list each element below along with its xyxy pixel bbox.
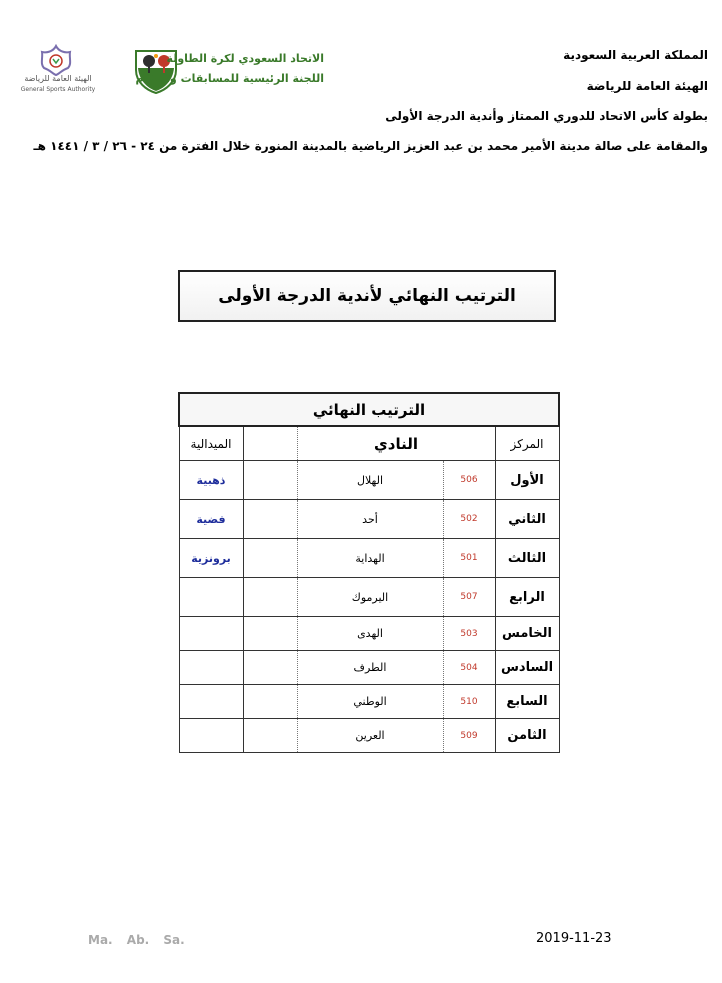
footer-signatures: Ma. Ab. Sa. xyxy=(88,933,185,947)
medal-column-header: الميدالية xyxy=(179,426,243,461)
medal-cell xyxy=(179,617,243,651)
empty-cell xyxy=(243,578,297,617)
federation-logo xyxy=(134,48,324,94)
club-code-cell: 510 xyxy=(443,685,495,719)
club-cell: العرين xyxy=(297,719,443,753)
table-row xyxy=(179,617,559,651)
empty-cell xyxy=(243,539,297,578)
club-code-cell: 504 xyxy=(443,651,495,685)
header-authority: الهيئة العامة للرياضة xyxy=(586,79,708,93)
header-venue: والمقامة على صالة مدينة الأمير محمد بن عبد العزيز الرياضية بالمدينة المنورة خلال الفترة من ٢٤ - ٢٦ / ٣ / ١٤٤١ هـ xyxy=(33,139,708,153)
table-row xyxy=(179,651,559,685)
rank-cell: الخامس xyxy=(495,617,559,651)
club-code-cell: 502 xyxy=(443,500,495,539)
title-box xyxy=(178,270,556,322)
table-row xyxy=(179,500,559,539)
rank-cell: الثالث xyxy=(495,539,559,578)
empty-header-cell xyxy=(243,426,297,461)
medal-cell xyxy=(179,719,243,753)
table-row xyxy=(179,685,559,719)
rank-cell: السابع xyxy=(495,685,559,719)
club-cell: الهلال xyxy=(297,461,443,500)
club-cell: أحد xyxy=(297,500,443,539)
gsa-logo xyxy=(18,44,98,100)
table-row xyxy=(179,719,559,753)
footer-date: 2019-11-23 xyxy=(536,931,612,946)
club-code-cell: 509 xyxy=(443,719,495,753)
medal-cell: فضية xyxy=(179,500,243,539)
medal-cell xyxy=(179,578,243,617)
table-caption: الترتيب النهائي xyxy=(179,393,559,426)
club-code-cell: 507 xyxy=(443,578,495,617)
table-row xyxy=(179,539,559,578)
empty-cell xyxy=(243,685,297,719)
ranking-table xyxy=(178,392,560,753)
empty-cell xyxy=(243,651,297,685)
header-tournament: بطولة كأس الاتحاد للدوري الممتاز وأندية الدرجة الأولى xyxy=(385,109,708,123)
club-cell: الطرف xyxy=(297,651,443,685)
rank-cell: الأول xyxy=(495,461,559,500)
club-code-cell: 501 xyxy=(443,539,495,578)
empty-cell xyxy=(243,617,297,651)
rank-cell: الرابع xyxy=(495,578,559,617)
rank-cell: السادس xyxy=(495,651,559,685)
gsa-english-name: General Sports Authority xyxy=(20,86,96,93)
empty-cell xyxy=(243,461,297,500)
medal-cell xyxy=(179,685,243,719)
federation-committee: اللجنة الرئيسية للمسابقات والحكام xyxy=(135,72,324,85)
rank-cell: الثاني xyxy=(495,500,559,539)
club-cell: الهداية xyxy=(297,539,443,578)
club-column-header: النادي xyxy=(297,426,495,461)
gsa-arabic-name: الهيئة العامة للرياضة xyxy=(24,74,92,83)
medal-cell xyxy=(179,651,243,685)
club-code-cell: 503 xyxy=(443,617,495,651)
medal-cell: برونزية xyxy=(179,539,243,578)
rank-cell: الثامن xyxy=(495,719,559,753)
page-title: الترتيب النهائي لأندية الدرجة الأولى xyxy=(218,286,516,306)
medal-cell: ذهبية xyxy=(179,461,243,500)
club-cell: اليرموك xyxy=(297,578,443,617)
club-cell: الهدى xyxy=(297,617,443,651)
gsa-emblem-icon xyxy=(38,44,74,76)
header-country: المملكة العربية السعودية xyxy=(563,48,708,62)
table-row xyxy=(179,461,559,500)
rank-column-header: المركز xyxy=(495,426,559,461)
federation-name: الاتحاد السعودي لكرة الطاولة xyxy=(166,52,324,65)
club-cell: الوطني xyxy=(297,685,443,719)
empty-cell xyxy=(243,719,297,753)
table-row xyxy=(179,578,559,617)
club-code-cell: 506 xyxy=(443,461,495,500)
empty-cell xyxy=(243,500,297,539)
